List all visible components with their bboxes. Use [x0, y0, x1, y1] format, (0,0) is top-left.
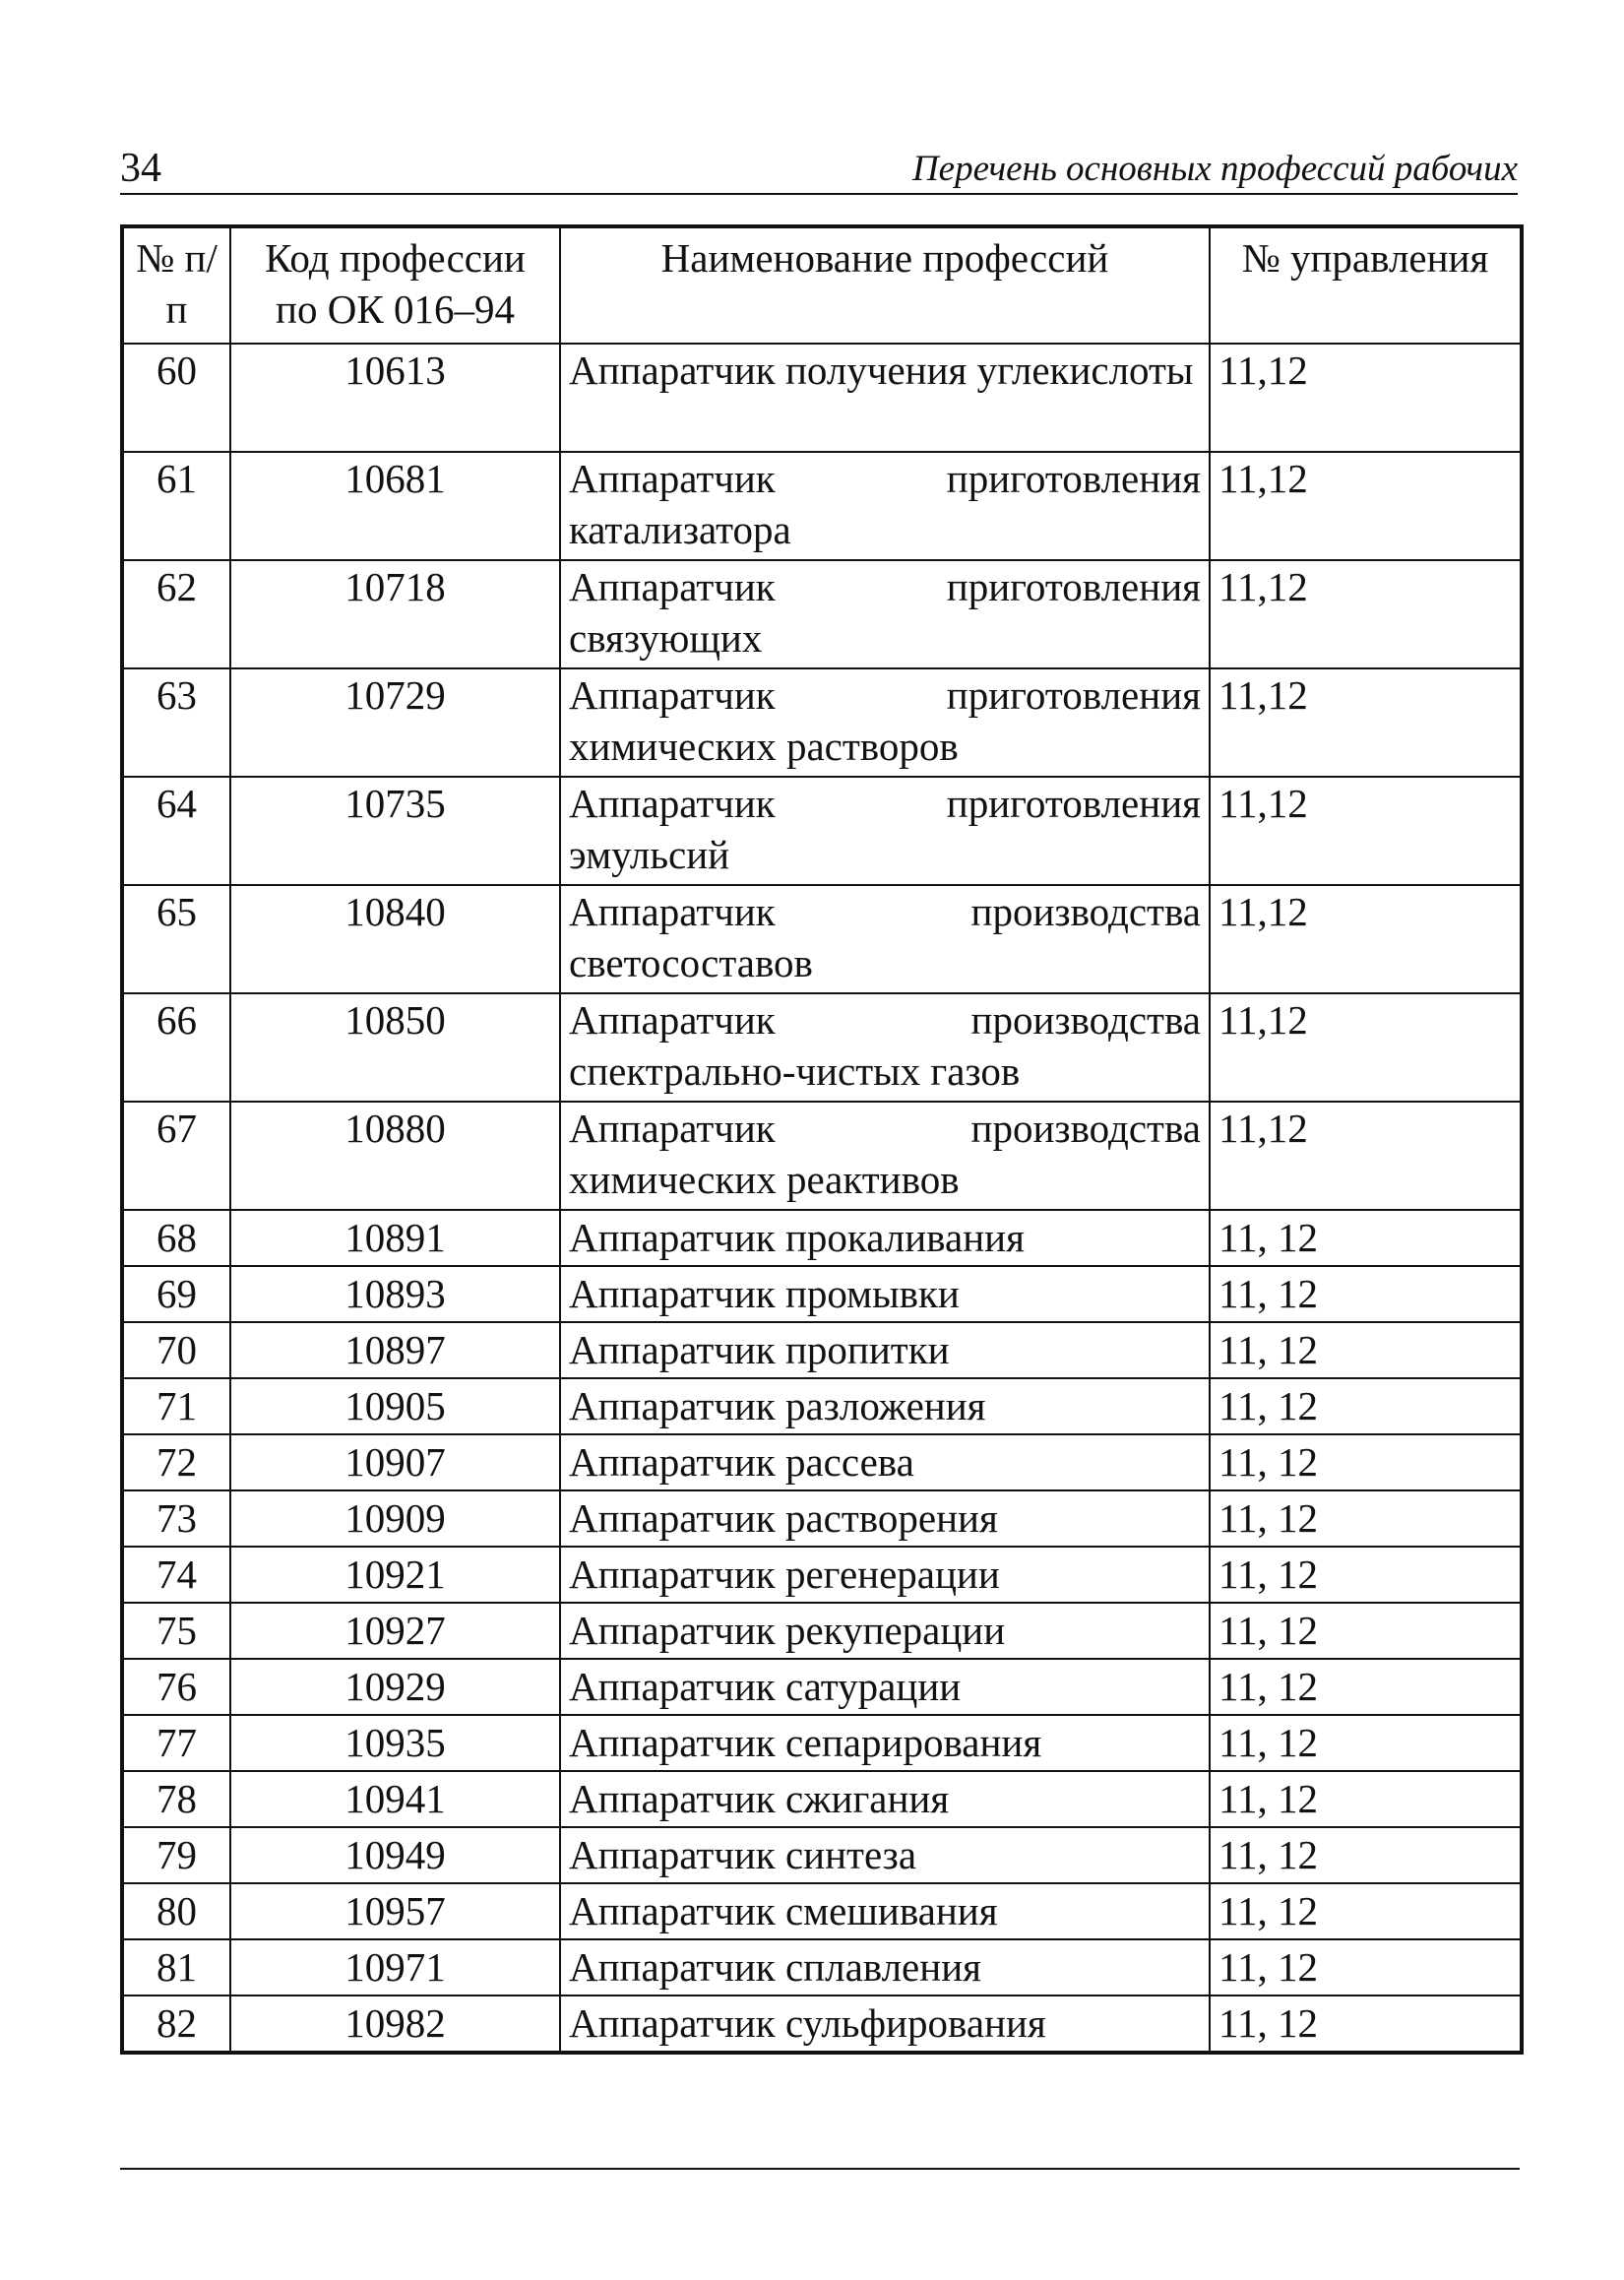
cell-code: 10840: [230, 885, 560, 993]
cell-code: 10971: [230, 1939, 560, 1995]
table-header: [122, 226, 1522, 344]
table-row: [122, 993, 1522, 1102]
cell-name: Аппаратчик приготовления катализатора: [560, 452, 1210, 560]
table-row: [122, 1490, 1522, 1547]
cell-dept: 11, 12: [1210, 1603, 1522, 1659]
cell-code: 10681: [230, 452, 560, 560]
cell-dept: 11,12: [1210, 560, 1522, 668]
table-row: [122, 1102, 1522, 1210]
cell-code: 10907: [230, 1434, 560, 1490]
cell-dept: 11, 12: [1210, 1378, 1522, 1434]
cell-num: 64: [122, 777, 230, 885]
header-code-label: Код профессии по ОК 016–94: [265, 235, 526, 332]
page-header: [120, 138, 1518, 195]
cell-code: 10880: [230, 1102, 560, 1210]
table-row: [122, 1939, 1522, 1995]
cell-name: Аппаратчик получения углекислоты: [560, 344, 1210, 452]
table-row: [122, 344, 1522, 452]
cell-dept: 11,12: [1210, 993, 1522, 1102]
cell-code: 10957: [230, 1883, 560, 1939]
cell-name: Аппаратчик промывки: [560, 1266, 1210, 1322]
table-row: [122, 1603, 1522, 1659]
table-row: [122, 1322, 1522, 1378]
cell-code: 10949: [230, 1827, 560, 1883]
cell-num: 77: [122, 1715, 230, 1771]
cell-num: 79: [122, 1827, 230, 1883]
table-row: [122, 668, 1522, 777]
cell-code: 10850: [230, 993, 560, 1102]
cell-dept: 11, 12: [1210, 1771, 1522, 1827]
header-dept: [1210, 226, 1522, 344]
cell-num: 74: [122, 1547, 230, 1603]
cell-name: Аппаратчик смешивания: [560, 1883, 1210, 1939]
cell-num: 66: [122, 993, 230, 1102]
cell-code: 10718: [230, 560, 560, 668]
table-row: [122, 1715, 1522, 1771]
cell-code: 10909: [230, 1490, 560, 1547]
cell-num: 61: [122, 452, 230, 560]
cell-num: 82: [122, 1995, 230, 2053]
table-row: [122, 452, 1522, 560]
cell-code: 10891: [230, 1210, 560, 1266]
footer-rule: [120, 2168, 1520, 2170]
table-row: [122, 1883, 1522, 1939]
cell-name: Аппаратчик разложения: [560, 1378, 1210, 1434]
cell-dept: 11, 12: [1210, 1490, 1522, 1547]
header-name-label: Наименование профессий: [660, 235, 1109, 281]
cell-num: 62: [122, 560, 230, 668]
cell-code: 10729: [230, 668, 560, 777]
cell-code: 10897: [230, 1322, 560, 1378]
cell-code: 10929: [230, 1659, 560, 1715]
table-row: [122, 777, 1522, 885]
cell-name: Аппаратчик прокаливания: [560, 1210, 1210, 1266]
cell-dept: 11,12: [1210, 777, 1522, 885]
cell-name: Аппаратчик синтеза: [560, 1827, 1210, 1883]
cell-dept: 11,12: [1210, 344, 1522, 452]
cell-code: 10613: [230, 344, 560, 452]
cell-num: 80: [122, 1883, 230, 1939]
table-row: [122, 560, 1522, 668]
cell-code: 10893: [230, 1266, 560, 1322]
cell-num: 76: [122, 1659, 230, 1715]
header-name: [560, 226, 1210, 344]
cell-num: 71: [122, 1378, 230, 1434]
cell-dept: 11, 12: [1210, 1322, 1522, 1378]
cell-dept: 11, 12: [1210, 1210, 1522, 1266]
cell-code: 10941: [230, 1771, 560, 1827]
cell-name: Аппаратчик сжигания: [560, 1771, 1210, 1827]
cell-dept: 11, 12: [1210, 1827, 1522, 1883]
table-row: [122, 885, 1522, 993]
table-row: [122, 1378, 1522, 1434]
cell-num: 73: [122, 1490, 230, 1547]
cell-name: Аппаратчик регенерации: [560, 1547, 1210, 1603]
cell-dept: 11, 12: [1210, 1715, 1522, 1771]
cell-name: Аппаратчик растворения: [560, 1490, 1210, 1547]
table-row: [122, 1434, 1522, 1490]
cell-num: 70: [122, 1322, 230, 1378]
cell-code: 10905: [230, 1378, 560, 1434]
cell-name: Аппаратчик приготовления химических растворов: [560, 668, 1210, 777]
cell-name: Аппаратчик сульфирования: [560, 1995, 1210, 2053]
cell-num: 81: [122, 1939, 230, 1995]
cell-code: 10982: [230, 1995, 560, 2053]
table-row: [122, 1771, 1522, 1827]
cell-dept: 11, 12: [1210, 1434, 1522, 1490]
table-row: [122, 1266, 1522, 1322]
cell-dept: 11,12: [1210, 885, 1522, 993]
table-row: [122, 1995, 1522, 2053]
cell-num: 68: [122, 1210, 230, 1266]
cell-name: Аппаратчик пропитки: [560, 1322, 1210, 1378]
table-row: [122, 1210, 1522, 1266]
cell-num: 60: [122, 344, 230, 452]
header-code: [230, 226, 560, 344]
cell-num: 78: [122, 1771, 230, 1827]
table-row: [122, 1547, 1522, 1603]
running-title: Перечень основных профессий рабочих: [911, 149, 1518, 189]
cell-num: 67: [122, 1102, 230, 1210]
cell-dept: 11,12: [1210, 1102, 1522, 1210]
cell-code: 10935: [230, 1715, 560, 1771]
header-row: [122, 226, 1522, 344]
cell-code: 10735: [230, 777, 560, 885]
cell-num: 72: [122, 1434, 230, 1490]
cell-code: 10921: [230, 1547, 560, 1603]
cell-name: Аппаратчик сатурации: [560, 1659, 1210, 1715]
page-number: 34: [120, 146, 161, 191]
cell-name: Аппаратчик производства спектрально-чистых газов: [560, 993, 1210, 1102]
cell-code: 10927: [230, 1603, 560, 1659]
cell-name: Аппаратчик сепарирования: [560, 1715, 1210, 1771]
cell-num: 75: [122, 1603, 230, 1659]
professions-table: [120, 224, 1524, 2055]
table-body: [122, 344, 1522, 2053]
cell-dept: 11, 12: [1210, 1547, 1522, 1603]
cell-dept: 11,12: [1210, 668, 1522, 777]
cell-name: Аппаратчик приготовления эмульсий: [560, 777, 1210, 885]
cell-name: Аппаратчик производства светосоставов: [560, 885, 1210, 993]
cell-dept: 11,12: [1210, 452, 1522, 560]
header-num-label: № п/п: [136, 235, 218, 332]
header-num: [122, 226, 230, 344]
header-dept-label: № управления: [1241, 235, 1489, 281]
table-row: [122, 1827, 1522, 1883]
cell-name: Аппаратчик рекуперации: [560, 1603, 1210, 1659]
cell-name: Аппаратчик сплавления: [560, 1939, 1210, 1995]
cell-dept: 11, 12: [1210, 1995, 1522, 2053]
table-row: [122, 1659, 1522, 1715]
cell-dept: 11, 12: [1210, 1266, 1522, 1322]
cell-dept: 11, 12: [1210, 1939, 1522, 1995]
cell-dept: 11, 12: [1210, 1659, 1522, 1715]
cell-num: 69: [122, 1266, 230, 1322]
cell-name: Аппаратчик производства химических реактивов: [560, 1102, 1210, 1210]
cell-num: 63: [122, 668, 230, 777]
cell-dept: 11, 12: [1210, 1883, 1522, 1939]
cell-num: 65: [122, 885, 230, 993]
cell-name: Аппаратчик рассева: [560, 1434, 1210, 1490]
cell-name: Аппаратчик приготовления связующих: [560, 560, 1210, 668]
